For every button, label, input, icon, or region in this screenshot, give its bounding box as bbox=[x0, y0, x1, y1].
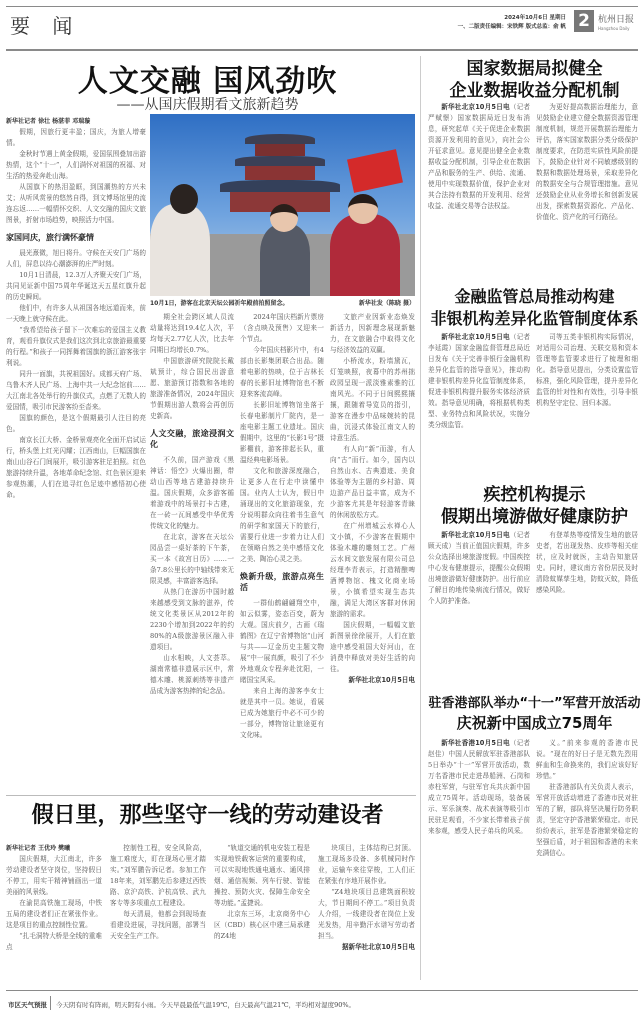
paragraph-text: 司等五类非银机构实际情况，对适用公司治理、关联交易和资本管理等监管要求进行了梳理和细化。指导意见提出，分类设置监管标准，强化风险管理，提升差异化监管的针对性和有效性，引导非银机构坚守定位、回归本源。 bbox=[536, 333, 638, 407]
paragraph-text: 今年国庆档影片中，有4部由长影集团联合出品。随着电影的热映，位于吉林长春的长影旧址博物馆也不断迎来客流高峰。 bbox=[240, 346, 324, 398]
column-divider bbox=[420, 56, 421, 980]
header-rule bbox=[6, 49, 638, 51]
paragraph bbox=[428, 738, 530, 837]
paragraph-text: “扎毛洞特大桥是全线的重难点 bbox=[6, 932, 102, 951]
paragraph-text: 有登革热等疫情发生地的旅居史者，若出现发热、皮疹等相关症状，应及时就医，主动告知旅居史。同时，建议南方省份居民及时清除蚊媒孳生地，防蚊灭蚊，降低感染风险。 bbox=[536, 531, 638, 594]
story-headline bbox=[425, 58, 644, 102]
story-column bbox=[428, 530, 530, 688]
paper-logo-en: Hangzhou Daily bbox=[598, 26, 630, 31]
national-flag bbox=[347, 149, 403, 193]
headline-line: 企业数据收益分配机制 bbox=[449, 81, 620, 101]
paragraph-text: 晨光熹微，旭日将升。守候在天安门广场的人们，屏息以待心潮澎湃的庄严时刻。 bbox=[6, 249, 146, 268]
byline bbox=[6, 843, 102, 854]
paragraph-text: 块项目，主体结构已封顶。施工现场多设备、多机械同时作业，运输车来往穿梭，工人们正在紧张有序地开展作业。 bbox=[318, 844, 415, 885]
paragraph bbox=[150, 312, 234, 356]
story-column bbox=[536, 102, 638, 252]
paragraph bbox=[150, 653, 234, 697]
tourist-head bbox=[270, 204, 298, 232]
paragraph-text: 驻香港部队有关负责人表示，军营开放活动增进了香港市民对驻军的了解，部队将坚决履行防务职责，坚定守护香港繁荣稳定。市民纷纷表示，驻军是香港繁荣稳定的坚强后盾，对于祖国和香港的未来充满信心。 bbox=[536, 783, 638, 857]
lead-photo bbox=[150, 114, 415, 296]
paragraph-text: “轨道交通的机电安装工程是实现地铁载客运营的重要构成，可以实现地铁通电通水、通风排烟、通信视频、列车行驶、智能操控、预防火灾、保障生命安全等功能。”孟捷说。 bbox=[214, 844, 310, 907]
paragraph-text: 从热门在游历中国时越来越感受到文脉的滋养，传统文化类景区从2012年的2230个增加到2022年的约80%的A级旅游景区融入非遗项目。 bbox=[150, 588, 234, 651]
lead-column-1 bbox=[6, 116, 146, 792]
story-headline bbox=[425, 286, 644, 330]
paragraph bbox=[6, 127, 146, 149]
paragraph bbox=[110, 843, 206, 909]
story-column bbox=[428, 738, 530, 978]
paragraph-text: 2024年国庆档新片票房（含点映及预售）又迎来一个节点。 bbox=[240, 313, 324, 343]
paragraph bbox=[150, 532, 234, 587]
tourist-head bbox=[170, 184, 198, 214]
paragraph bbox=[428, 530, 530, 607]
paragraph-text: 新华社记者 徐壮 杨湛菲 邓瑞璇 bbox=[6, 118, 91, 125]
bottom-column-4 bbox=[318, 843, 415, 978]
lead-column-3 bbox=[240, 312, 324, 792]
lead-headline: 人文交融 国风劲吹 bbox=[77, 64, 338, 99]
dateline bbox=[330, 675, 415, 686]
paragraph bbox=[240, 686, 324, 741]
paragraph bbox=[536, 102, 638, 223]
paragraph-text: 据新华社北京10月5日电 bbox=[341, 943, 415, 951]
headline-line: 庆祝新中国成立75周年 bbox=[456, 714, 613, 732]
paragraph bbox=[240, 312, 324, 345]
weather-label: 市区天气预报 bbox=[8, 1001, 47, 1009]
paragraph bbox=[214, 843, 310, 909]
paragraph bbox=[6, 854, 102, 898]
temple-roof-top bbox=[245, 134, 315, 144]
bottom-column-2 bbox=[110, 843, 206, 978]
paragraph-text: 北京东三环，北京商务中心区（CBD）核心区中建三局承建的Z4地 bbox=[214, 910, 310, 940]
paragraph-text: 新华社北京10月5日电 bbox=[348, 676, 415, 684]
paragraph-text: “Z4地块项目总建筑面积较大，节日期间不停工。”项目负责人介绍，一线建设者在岗位上发光发热，用辛勤汗水谱写劳动者担当。 bbox=[318, 888, 415, 940]
paragraph-text: 期全社会跨区域人员流动量将达到19.4亿人次，平均每天2.77亿人次，比去年同期日均增长0.7%。 bbox=[150, 313, 234, 354]
paragraph bbox=[214, 909, 310, 942]
headline-line: 驻香港部队举办“十一”军营开放活动 bbox=[428, 696, 641, 711]
headline-line: 非银机构差异化监管制度体系 bbox=[430, 309, 639, 328]
paragraph bbox=[240, 598, 324, 686]
paragraph bbox=[6, 435, 146, 501]
paragraph bbox=[110, 909, 206, 942]
paragraph-text: 在北京，游客在天坛公园品尝一桌好茶的下午茶，买一本《故宫日历》……一条7.8公里长的中轴线带来无限灵感，丰富游客选择。 bbox=[150, 533, 234, 585]
paragraph bbox=[318, 843, 415, 887]
paragraph bbox=[330, 521, 415, 620]
paragraph bbox=[428, 332, 530, 431]
paragraph bbox=[6, 303, 146, 325]
dateline: 新华社北京10月5日电 bbox=[441, 531, 510, 539]
bottom-headline: 假日里，那些坚守一线的劳动建设者 bbox=[31, 803, 384, 828]
story-column bbox=[536, 738, 638, 978]
paragraph-text: 为更好提高数据治理能力，意见鼓励企业建立健全数据资源管理制度机制，规范开展数据治理能力评估，落实国家数据分类分级保护制度要求，在防范实质性风险前提下，鼓励企业针对不同敏感级别的数据和数据处理场景，采取差异化的数据安全与合规管理措施。意见还鼓励企业从业务增长和创新发展出发，探索数据资源化、产品化、价值化、资产化的可行路径。 bbox=[536, 103, 638, 221]
tourist-figure bbox=[330, 214, 400, 296]
paragraph bbox=[150, 455, 234, 532]
paragraph-text: 南京长江大桥、金桥景观亮化全面开启试运行，桥头堡上红光闪耀；江西南山，巨幅国旗在南山山谷石门间展开，吸引游客驻足拍照。红色旅游持续升温，各地革命纪念馆、红色景区迎来参观热潮，人们在追寻红色足迹中感悟初心使命。 bbox=[6, 436, 146, 499]
paragraph-text: 假期，因旅行更丰盈；国庆，为旅人增豪情。 bbox=[6, 128, 146, 147]
temple-tier bbox=[245, 166, 315, 180]
story-column bbox=[536, 530, 638, 688]
paragraph-text: 国庆假期，一幅幅文旅新图景徐徐展开，人们在旅途中感受祖国大好河山，在消费中释放对美好生活的向往。 bbox=[330, 621, 415, 673]
paragraph-text: 10月1日清晨，12.3万人齐聚天安门广场，共同见证新中国75周年华诞这天五星红旗升起的历史瞬间。 bbox=[6, 271, 146, 301]
dateline: 新华社北京10月5日电 bbox=[441, 333, 510, 341]
section-title: 要 闻 bbox=[10, 14, 81, 38]
dateline: 新华社香港10月5日电 bbox=[441, 739, 510, 747]
paragraph-text: 小桥流水，粉墙黛瓦，灯笼映照，夜幕中的苏州拙政园呈现一派淡雅素雅的江南风光。不同于日间熙熙攘攘，跟随着导览员的指引，游客在漫步中品味婉转的昆曲，沉浸式体验江南文人的诗意生活。 bbox=[330, 357, 415, 442]
paragraph bbox=[536, 530, 638, 596]
headline-line: 金融监管总局推动构建 bbox=[454, 287, 615, 306]
story-column bbox=[428, 332, 530, 475]
dateline: 新华社北京10月5日电 bbox=[441, 103, 510, 111]
paragraph-text: 在渝昆高铁施工现场，中铁五局的建设者们正在紧张作业。这是项目的重点控制性位置。 bbox=[6, 899, 102, 929]
headline-line: 国家数据局拟健全 bbox=[466, 59, 603, 79]
issue-date: 2024年10月6日 星期日 bbox=[504, 15, 566, 21]
dateline bbox=[318, 942, 415, 953]
story-column bbox=[428, 102, 530, 252]
paragraph-text: 山水相映，人文荟萃。湖南常德非遗展示区中，常德木雕、桃源刺绣等非遗产品成为游客热捧的纪念品。 bbox=[150, 654, 234, 695]
tourist-figure bbox=[150, 204, 210, 296]
paragraph-text: 义。”前来参观的香港市民说。“现在的好日子是无数先烈用鲜血和生命换来的，我们应该好好珍惜。” bbox=[536, 739, 638, 780]
paragraph bbox=[150, 356, 234, 422]
paragraph-text: “我希望给孩子留下一次难忘的爱国主义教育，观看升旗仪式是我们这次到北京旅游最重要的行程。”和孩子一同挥舞着国旗的浙江游客张宇利说。 bbox=[6, 326, 146, 367]
lead-subtitle: ——从国庆假期看文旅新趋势 bbox=[116, 97, 299, 113]
headline-line: 假期出境游做好健康防护 bbox=[441, 507, 628, 527]
footer-rule bbox=[6, 990, 638, 991]
paragraph-text: 控制性工程，安全风险高，施工难度大，盯在现场心里才踏实。”刘军鹏告诉记者。参加工作18年来，刘军鹏先后参建过西铁路、京沪高铁、沪杭高铁、武九客专等多项重点工程建设。 bbox=[110, 844, 206, 907]
paragraph-text: 文旅产业因新业态焕发新活力，因新理念展现新魅力，在文旅融合中取得文化与经济效益的双赢。 bbox=[330, 313, 415, 354]
paragraph bbox=[6, 369, 146, 413]
paragraph-text: 人文交融，旅途浸润文化 bbox=[150, 429, 234, 449]
paragraph bbox=[330, 356, 415, 444]
paragraph bbox=[240, 400, 324, 466]
paragraph-text: 来自上海的游客李女士就是其中一员。她说，看展已成为她旅行中必不可少的一部分，博物馆让旅途更有文化味。 bbox=[240, 687, 324, 739]
paragraph-text: 焕新升级，旅游点亮生活 bbox=[240, 572, 324, 592]
paragraph bbox=[330, 312, 415, 356]
subheading bbox=[150, 428, 234, 450]
paragraph-text: 同升一面旗，共祝祖国好。成都天府广场、乌鲁木齐人民广场、上海中共一大纪念馆前……大江南北各处举行的升旗仪式，点燃了无数人的爱国情，吸引市民游客纷至沓来。 bbox=[6, 370, 146, 411]
photo-caption bbox=[150, 298, 415, 307]
paragraph-text: 金秋时节遇上黄金假期，爱国氛围叠加出游热情，这个“十一”，人们满怀对祖国的祝福、对生活的热爱奔赴山海。 bbox=[6, 150, 146, 180]
paragraph-text: 长影旧址博物馆坐落于长春电影制片厂院内，是一座电影主题工业遗址。国庆假期中，这里的“长影1号”摄影棚前，游客排起长队，重温经典电影场景。 bbox=[240, 401, 324, 464]
weather-forecast: 今天阴有时有阵雨，明天阴有小雨。今天早晨最低气温19℃，白天最高气温21℃，平均相对湿度90%。 bbox=[56, 1001, 356, 1009]
story-column bbox=[536, 332, 638, 475]
paragraph-text: （记者 严赋憬）国家数据局近日发布消息，研究起草《关于促进企业数据资源开发利用的意见》，向社会公开征求意见。意见提出健全企业数据收益分配机制，引导企业在数据产品和服务的生产、供给、流通、使用中实现数据价值，保护企业对其合法持有数据的开发利用、经营收益、流通交易等合法权益。 bbox=[428, 103, 530, 210]
temple-roof-mid bbox=[235, 156, 325, 166]
paragraph-text: 一群仙鹤翩翩翔空中，如云似雾，姿态百变，蔚为大观。国庆前夕，古画《瑞鹤图》在辽宁省博物馆“山河与共——辽金历史主题文物展”中一展真颜，吸引了不少外地观众专程奔赴沈阳，一睹国宝风采。 bbox=[240, 599, 324, 684]
paragraph-text: 每天清晨，他都会到现场查看建设进展，寻找问题，部署当天安全生产工作。 bbox=[110, 910, 206, 940]
paragraph-text: 国庆假期，大江南北，许多劳动建设者坚守岗位，坚持假日不停工，用实干精神铺画出一道美丽的风景线。 bbox=[6, 855, 102, 896]
paragraph-text: 中国旅游研究院院长戴斌预计，综合国民出游意愿、旅游预订指数和各地的旅游准备情况，2024年国庆节假期出游人数将会再创历史新高。 bbox=[150, 357, 234, 420]
paragraph bbox=[6, 270, 146, 303]
temple-roof-low bbox=[220, 180, 340, 192]
paragraph bbox=[6, 325, 146, 369]
headline-line: 疾控机构提示 bbox=[483, 485, 586, 505]
paragraph bbox=[6, 182, 146, 226]
paragraph-text: 他们中，有许多人从祖国各地远道而来，前一天晚上就守候在此。 bbox=[6, 304, 146, 323]
story-headline bbox=[425, 694, 644, 733]
paragraph-text: 从国旗下的热泪盈眶，到国潮热的方兴未艾；从听风赏景的悠然自得，到文博场馆里的流连忘返……一幅情怀交织、人文交融的国庆文旅图景，折射市场趋势，映照活力中国。 bbox=[6, 183, 146, 224]
paragraph bbox=[318, 887, 415, 942]
paragraph-text: 新华社记者 王优玲 樊曦 bbox=[6, 845, 71, 852]
subheading bbox=[6, 232, 146, 243]
story-divider bbox=[6, 795, 416, 796]
paragraph-text: （记者 李延霞）国家金融监督管理总局近日发布《关于完善非银行金融机构差异化监管的指导意见》，推动构建非银机构差异化监管制度体系，促进非银机构提升服务实体经济质效。指导意见明确，将根据机构类型、业务特点和风险状况，实施分类分级监管。 bbox=[428, 333, 530, 429]
subheading bbox=[240, 571, 324, 593]
paragraph-text: 国旗的颜色，是这个假期最引人注目的亮色。 bbox=[6, 414, 146, 433]
paragraph bbox=[536, 332, 638, 409]
page-number: 2 bbox=[574, 10, 594, 32]
paragraph bbox=[6, 149, 146, 182]
bottom-column-1 bbox=[6, 843, 102, 978]
paragraph bbox=[536, 738, 638, 782]
tourist-figure bbox=[260, 224, 310, 296]
byline bbox=[6, 116, 146, 127]
paragraph-text: （记者 顾天成）当前正值国庆假期，许多公众选择出境旅游度假。中国疾控中心发布健康提示，提醒公众假期出境旅游做好健康防护。出行前应了解目的地传染病流行情况，做好个人防护准备。 bbox=[428, 531, 530, 605]
top-rule bbox=[6, 6, 638, 7]
bottom-column-3 bbox=[214, 843, 310, 978]
paragraph bbox=[536, 782, 638, 859]
paragraph bbox=[6, 898, 102, 931]
paragraph-text: 不久前，国产游戏《黑神话：悟空》火爆出圈，带动山西等地古建游持续升温。国庆假期，众多游客循着游戏中的场景打卡古建，在一砖一瓦间感受中华优秀传统文化的魅力。 bbox=[150, 456, 234, 530]
paragraph bbox=[6, 413, 146, 435]
lead-column-2 bbox=[150, 312, 234, 792]
caption-text: 10月1日，游客在北京天坛公园祈年殿前拍照留念。 bbox=[150, 300, 289, 307]
paragraph bbox=[330, 620, 415, 675]
paragraph bbox=[6, 248, 146, 270]
lead-column-4 bbox=[330, 312, 415, 792]
paragraph-text: （记者 赵佳）中国人民解放军驻香港部队5日举办“十一”军营开放活动，数万名香港市民走进昂船洲、石岗和赤柱军营，与驻军官兵共庆新中国成立75周年。活动现场，装备展示、军乐演奏、战术表演等吸引市民驻足观看，不少家长带着孩子前来参观，感受人民子弟兵的风采。 bbox=[428, 739, 530, 835]
photo-credit: 新华社发（陈晓 摄） bbox=[358, 300, 415, 307]
paragraph bbox=[240, 466, 324, 565]
paragraph bbox=[240, 345, 324, 400]
paragraph bbox=[428, 102, 530, 212]
paragraph bbox=[150, 587, 234, 653]
temple-tier bbox=[255, 144, 305, 156]
tourist-head bbox=[348, 194, 378, 224]
paragraph-text: 在广州增城云水禅心人文小镇，不少游客在假期中体验木雕的雕刻工艺。广州云水间文旅发展有限公司总经理李青表示，打造精酿啤酒博物馆、槐文化商业场景，小镇希望实现生态共融，满足大湾区客群对休闲旅游的需求。 bbox=[330, 522, 415, 618]
paragraph-text: 家国同庆，旅行满怀豪情 bbox=[6, 233, 94, 242]
footer-separator bbox=[50, 996, 51, 1010]
paragraph-text: 文化和旅游深度融合，让更多人在行走中读懂中国。业内人士认为，假日中涌现出的文化旅游现象，充分说明群众向往着书生意气的研学和家国天下的旅行，需要行业进一步着力让人们在领略自然之美中感悟文化之美、陶冶心灵之美。 bbox=[240, 467, 324, 563]
paragraph bbox=[330, 444, 415, 521]
paragraph bbox=[6, 931, 102, 953]
story-headline bbox=[425, 484, 644, 528]
editor-credits: 一、二版责任编辑：宋铁辉 版式总监：俞 帆 bbox=[457, 24, 566, 30]
paper-logo: 杭州日报 bbox=[598, 15, 635, 25]
paragraph-text: 有人向“新”而游，有人向“古”而行。如今，国内以自然山水、古典遗迹、美食体验等为主题的乡村游、周边游产品日益丰富，成为不少游客尤其是年轻游客青睐的休闲放松方式。 bbox=[330, 445, 415, 519]
